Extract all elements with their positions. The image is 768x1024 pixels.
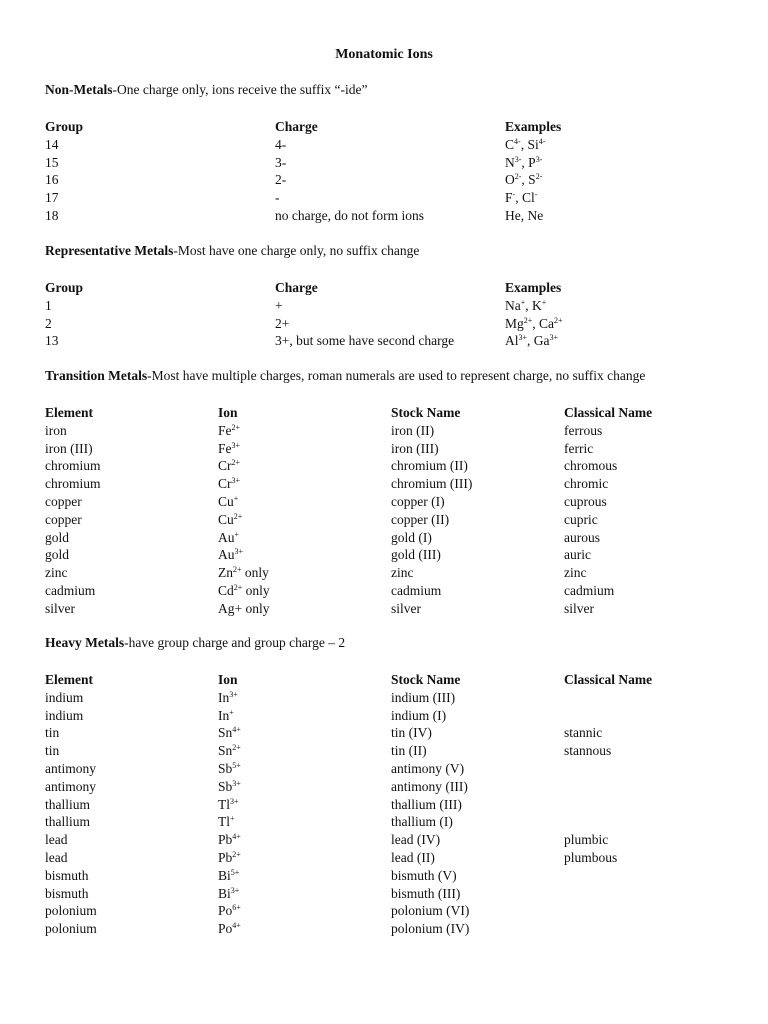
- section-title: Transition Metals: [45, 368, 148, 383]
- section-description: -have group charge and group charge – 2: [124, 635, 346, 650]
- classical-name-cell: [564, 867, 652, 885]
- charge-cell: 2-: [275, 172, 287, 188]
- table-row: [45, 475, 652, 493]
- group-cell: 1: [45, 297, 52, 313]
- column-header: Stock Name: [391, 672, 461, 687]
- classical-name-cell: [564, 778, 652, 796]
- element-cell: bismuth: [45, 885, 89, 901]
- classical-name-cell: plumbic: [564, 832, 609, 848]
- stock-name-cell: indium (I): [391, 707, 447, 723]
- table-row: [45, 422, 652, 440]
- group-cell: 2: [45, 315, 52, 331]
- table-row: [45, 582, 652, 600]
- ion-cell: $Fe^{2+}$: [218, 422, 241, 438]
- table-row: [45, 600, 652, 618]
- element-cell: indium: [45, 707, 84, 723]
- column-header: Stock Name: [391, 405, 461, 420]
- table-row: [45, 332, 563, 350]
- section-transition-metals-heading: [45, 368, 645, 384]
- charge-cell: -: [275, 190, 280, 206]
- stock-name-cell: zinc: [391, 565, 414, 581]
- classical-name-cell: [564, 813, 652, 831]
- element-cell: antimony: [45, 778, 96, 794]
- ion-cell: $Po^{6+}$: [218, 903, 241, 919]
- element-cell: gold: [45, 529, 70, 545]
- ion-cell: $Cd^{2+}$ only: [218, 582, 270, 598]
- group-cell: 17: [45, 190, 59, 206]
- ion-cell: $Cr^{3+}$: [218, 476, 241, 492]
- element-cell: gold: [45, 547, 70, 563]
- column-header: Classical Name: [564, 672, 653, 687]
- element-cell: indium: [45, 689, 84, 705]
- stock-name-cell: copper (I): [391, 493, 445, 509]
- element-cell: silver: [45, 600, 75, 616]
- ion-cell: $In^{3+}$: [218, 689, 238, 705]
- section-description: -Most have multiple charges, roman numerals are used to represent charge, no suffix change: [147, 368, 646, 383]
- ion-cell: $Pb^{2+}$: [218, 849, 241, 865]
- classical-name-cell: ferrous: [564, 422, 603, 438]
- ion-cell: $Zn^{2+}$ only: [218, 565, 269, 581]
- table-header-row: [45, 404, 652, 422]
- ion-cell: $Sb^{3+}$: [218, 778, 241, 794]
- section-description: -Most have one charge only, no suffix change: [173, 243, 420, 258]
- element-cell: zinc: [45, 565, 68, 581]
- element-cell: polonium: [45, 921, 97, 937]
- classical-name-cell: cadmium: [564, 582, 615, 598]
- stock-name-cell: silver: [391, 600, 421, 616]
- classical-name-cell: cuprous: [564, 493, 607, 509]
- stock-name-cell: bismuth (III): [391, 885, 461, 901]
- ion-cell: Ag+ only: [218, 600, 270, 616]
- representative-metals-table: [45, 279, 563, 350]
- classical-name-cell: zinc: [564, 565, 587, 581]
- element-cell: thallium: [45, 814, 90, 830]
- table-row: [45, 867, 652, 885]
- examples-cell: $N^{3-}$, $P^{3-}$: [505, 154, 543, 170]
- column-header: Ion: [218, 405, 238, 420]
- ion-cell: $Au^{3+}$: [218, 547, 244, 563]
- table-row: [45, 529, 652, 547]
- stock-name-cell: thallium (I): [391, 814, 453, 830]
- classical-name-cell: [564, 760, 652, 778]
- charge-cell: 2+: [275, 315, 290, 331]
- examples-cell: F-, Cl-: [505, 190, 538, 206]
- charge-cell: 3+, but some have second charge: [275, 333, 455, 349]
- column-header: Charge: [275, 119, 318, 134]
- stock-name-cell: gold (III): [391, 547, 441, 563]
- element-cell: antimony: [45, 760, 96, 776]
- element-cell: copper: [45, 493, 82, 509]
- table-row: [45, 796, 652, 814]
- classical-name-cell: stannous: [564, 743, 612, 759]
- table-row: [45, 297, 563, 315]
- ion-cell: Au+: [218, 529, 240, 545]
- stock-name-cell: lead (II): [391, 849, 435, 865]
- column-header: Ion: [218, 672, 238, 687]
- classical-name-cell: [564, 902, 652, 920]
- stock-name-cell: tin (II): [391, 743, 427, 759]
- classical-name-cell: plumbous: [564, 849, 618, 865]
- table-row: [45, 849, 652, 867]
- element-cell: tin: [45, 743, 60, 759]
- classical-name-cell: [564, 707, 652, 725]
- examples-cell: $Mg^{2+}$, $Ca^{2+}$: [505, 315, 563, 331]
- table-row: [45, 511, 652, 529]
- element-cell: cadmium: [45, 582, 96, 598]
- ion-cell: $Sn^{4+}$: [218, 725, 241, 741]
- table-row: [45, 724, 652, 742]
- classical-name-cell: auric: [564, 547, 591, 563]
- element-cell: lead: [45, 849, 68, 865]
- ion-cell: $Sn^{2+}$: [218, 743, 241, 759]
- classical-name-cell: silver: [564, 600, 594, 616]
- stock-name-cell: tin (IV): [391, 725, 432, 741]
- ion-cell: $Sb^{5+}$: [218, 760, 241, 776]
- table-header-row: [45, 671, 652, 689]
- element-cell: polonium: [45, 903, 97, 919]
- classical-name-cell: aurous: [564, 529, 600, 545]
- classical-name-cell: chromous: [564, 458, 618, 474]
- charge-cell: no charge, do not form ions: [275, 207, 424, 223]
- classical-name-cell: chromic: [564, 476, 609, 492]
- stock-name-cell: gold (I): [391, 529, 432, 545]
- stock-name-cell: iron (II): [391, 422, 435, 438]
- table-row: [45, 742, 652, 760]
- classical-name-cell: [564, 796, 652, 814]
- table-row: [45, 154, 561, 172]
- heavy-metals-table: [45, 671, 652, 938]
- table-row: [45, 546, 652, 564]
- table-row: [45, 778, 652, 796]
- table-row: [45, 813, 652, 831]
- section-nonmetals-heading: [45, 82, 368, 98]
- section-title: Non-Metals: [45, 82, 113, 97]
- charge-cell: 3-: [275, 154, 287, 170]
- column-header: Classical Name: [564, 405, 653, 420]
- examples-cell: $Al^{3+}$, $Ga^{3+}$: [505, 333, 559, 349]
- ion-cell: $Cu^{2+}$: [218, 511, 243, 527]
- stock-name-cell: antimony (III): [391, 778, 468, 794]
- element-cell: copper: [45, 511, 82, 527]
- table-row: [45, 564, 652, 582]
- column-header: Element: [45, 405, 93, 420]
- column-header: Charge: [275, 280, 318, 295]
- ion-cell: $Pb^{4+}$: [218, 832, 241, 848]
- table-row: [45, 189, 561, 207]
- table-row: [45, 136, 561, 154]
- stock-name-cell: chromium (II): [391, 458, 468, 474]
- element-cell: iron (III): [45, 440, 93, 456]
- table-row: [45, 902, 652, 920]
- classical-name-cell: ferric: [564, 440, 594, 456]
- examples-cell: $C^{4-}$, $Si^{4-}$: [505, 136, 546, 152]
- stock-name-cell: chromium (III): [391, 476, 473, 492]
- group-cell: 14: [45, 136, 59, 152]
- element-cell: thallium: [45, 796, 90, 812]
- section-title: Representative Metals: [45, 243, 174, 258]
- table-row: [45, 207, 561, 225]
- stock-name-cell: indium (III): [391, 689, 456, 705]
- stock-name-cell: thallium (III): [391, 796, 462, 812]
- stock-name-cell: bismuth (V): [391, 867, 457, 883]
- stock-name-cell: polonium (VI): [391, 903, 470, 919]
- group-cell: 18: [45, 207, 59, 223]
- stock-name-cell: copper (II): [391, 511, 450, 527]
- nonmetals-table: [45, 118, 561, 225]
- examples-cell: $O^{2-}$, $S^{2-}$: [505, 172, 543, 188]
- section-description: -One charge only, ions receive the suffix “-ide”: [112, 82, 368, 97]
- group-cell: 16: [45, 172, 59, 188]
- column-header: Group: [45, 280, 84, 295]
- ion-cell: $Bi^{3+}$: [218, 885, 240, 901]
- element-cell: tin: [45, 725, 60, 741]
- table-row: [45, 457, 652, 475]
- column-header: Element: [45, 672, 93, 687]
- element-cell: chromium: [45, 476, 101, 492]
- column-header: Examples: [505, 280, 562, 295]
- table-row: [45, 831, 652, 849]
- ion-cell: $Cr^{2+}$: [218, 458, 241, 474]
- stock-name-cell: antimony (V): [391, 760, 465, 776]
- ion-cell: In+: [218, 707, 234, 723]
- ion-cell: $Po^{4+}$: [218, 921, 241, 937]
- table-header-row: [45, 118, 561, 136]
- classical-name-cell: [564, 920, 652, 938]
- section-title: Heavy Metals: [45, 635, 125, 650]
- table-row: [45, 315, 563, 333]
- group-cell: 15: [45, 154, 59, 170]
- table-header-row: [45, 279, 563, 297]
- classical-name-cell: stannic: [564, 725, 603, 741]
- section-heavy-metals-heading: [45, 635, 345, 651]
- examples-cell: He, Ne: [505, 207, 544, 223]
- stock-name-cell: cadmium: [391, 582, 442, 598]
- stock-name-cell: iron (III): [391, 440, 439, 456]
- charge-cell: +: [275, 297, 283, 313]
- examples-cell: Na+, K+: [505, 297, 547, 313]
- column-header: Examples: [505, 119, 562, 134]
- element-cell: chromium: [45, 458, 101, 474]
- classical-name-cell: [564, 885, 652, 903]
- classical-name-cell: cupric: [564, 511, 598, 527]
- element-cell: bismuth: [45, 867, 89, 883]
- table-row: [45, 171, 561, 189]
- table-row: [45, 885, 652, 903]
- ion-cell: Tl+: [218, 814, 235, 830]
- table-row: [45, 707, 652, 725]
- stock-name-cell: lead (IV): [391, 832, 441, 848]
- table-row: [45, 920, 652, 938]
- element-cell: lead: [45, 832, 68, 848]
- table-row: [45, 689, 652, 707]
- table-row: [45, 493, 652, 511]
- group-cell: 13: [45, 333, 59, 349]
- stock-name-cell: polonium (IV): [391, 921, 470, 937]
- ion-cell: $Fe^{3+}$: [218, 440, 241, 456]
- ion-cell: Cu+: [218, 493, 239, 509]
- ion-cell: $Bi^{5+}$: [218, 867, 240, 883]
- section-representative-metals-heading: [45, 243, 419, 259]
- classical-name-cell: [564, 689, 652, 707]
- ion-cell: $Tl^{3+}$: [218, 796, 239, 812]
- charge-cell: 4-: [275, 136, 287, 152]
- table-row: [45, 440, 652, 458]
- table-row: [45, 760, 652, 778]
- element-cell: iron: [45, 422, 67, 438]
- page-title: Monatomic Ions: [335, 47, 433, 62]
- transition-metals-table: [45, 404, 652, 618]
- column-header: Group: [45, 119, 84, 134]
